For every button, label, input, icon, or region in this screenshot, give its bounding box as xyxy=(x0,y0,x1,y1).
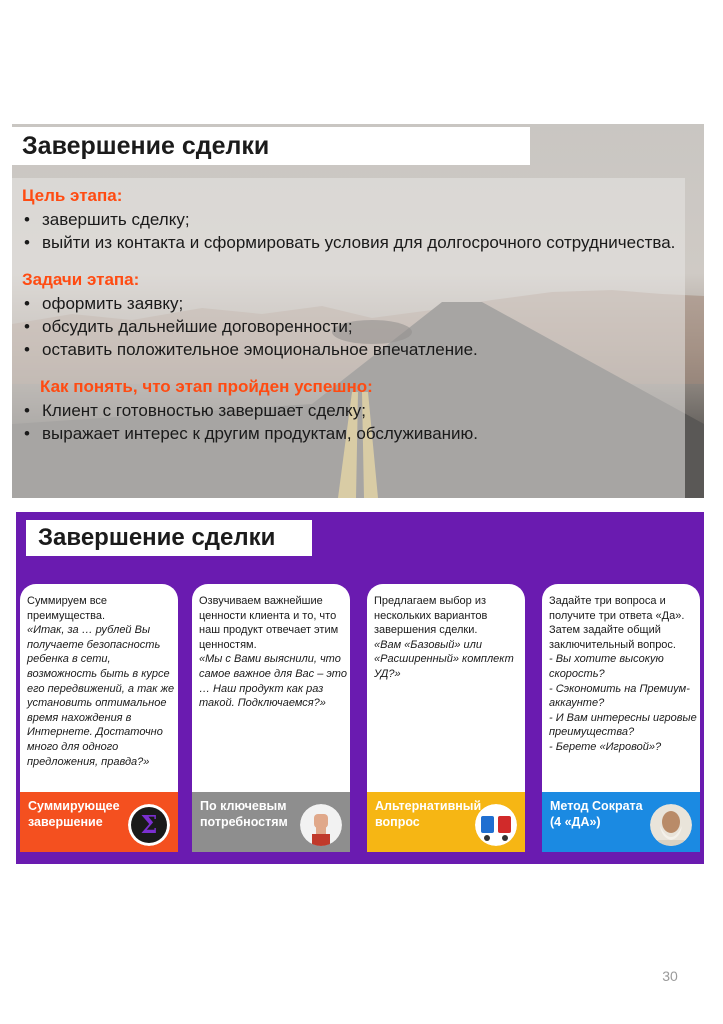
footer-line-1: Метод Сократа xyxy=(550,799,643,813)
footer-line-2: завершение xyxy=(28,815,103,829)
footer-line-2: (4 «ДА») xyxy=(550,815,601,829)
socrates-icon xyxy=(650,804,692,846)
slide-closing-deal-goals xyxy=(12,124,704,498)
tasks-list xyxy=(22,292,682,361)
task-item: • обсудить дальнейшие договоренности; xyxy=(22,315,682,338)
card-text: Суммируем все преимущества. xyxy=(27,595,108,622)
card-footer xyxy=(367,792,525,852)
success-item: • выражает интерес к другим продуктам, обслуживанию. xyxy=(22,422,682,445)
card-description xyxy=(199,594,347,711)
footer-line-1: Суммирующее xyxy=(28,799,120,813)
task-item: • оставить положительное эмоциональное впечатление. xyxy=(22,338,682,361)
goal-item: • выйти из контакта и сформировать условия для долгосрочного сотрудничества. xyxy=(22,231,682,254)
card-footer-label xyxy=(375,798,485,830)
footer-line-2: потребностям xyxy=(200,815,288,829)
goal-heading: Цель этапа: xyxy=(22,186,123,205)
card-text: Озвучиваем важнейшие ценности клиента и то, что наш продукт отвечает этим ценностям. xyxy=(199,595,339,651)
svg-text:Σ: Σ xyxy=(140,810,158,839)
technique-card-alternative xyxy=(367,584,525,852)
page-number: 30 xyxy=(662,968,678,984)
success-item: • Клиент с готовностью завершает сделку; xyxy=(22,399,682,422)
goal-list xyxy=(22,208,682,254)
card-quote: «Вам «Базовый» или «Расширенный» комплект УД?» xyxy=(374,638,514,680)
card-footer-label xyxy=(550,798,660,830)
success-heading: Как понять, что этап пройден успешно: xyxy=(40,377,373,396)
card-description xyxy=(374,594,522,682)
slide-content xyxy=(22,184,682,445)
card-text: Предлагаем выбор из нескольких вариантов завершения сделки. xyxy=(374,595,488,637)
card-quote: «Итак, за … рублей Вы получаете безопасность ребенка в сети, возможность быть в курсе его передвижений, а так же установить оптимальное время нахождения в Интернете. Достаточно много для одного предложения, правда?» xyxy=(27,624,175,768)
choice-icon xyxy=(475,804,517,846)
footer-line-1: По ключевым xyxy=(200,799,287,813)
tasks-heading: Задачи этапа: xyxy=(22,270,140,289)
footer-line-1: Альтернативный xyxy=(375,799,482,813)
success-list xyxy=(22,399,682,445)
slide-title: Завершение сделки xyxy=(26,520,312,556)
technique-card-summary xyxy=(20,584,178,852)
card-quote: «Мы с Вами выяснили, что самое важное для Вас – это … Наш продукт как раз такой. Подключаемся?» xyxy=(199,653,347,710)
task-item: • оформить заявку; xyxy=(22,292,682,315)
fist-icon xyxy=(300,804,342,846)
technique-card-socrates xyxy=(542,584,700,852)
card-footer xyxy=(542,792,700,852)
footer-line-2: вопрос xyxy=(375,815,420,829)
sigma-icon xyxy=(128,804,170,846)
goal-item: • завершить сделку; xyxy=(22,208,682,231)
card-text: Задайте три вопроса и получите три ответа «Да». Затем задайте общий заключительный вопрос. xyxy=(549,595,685,651)
technique-card-key-needs xyxy=(192,584,350,852)
card-footer-label xyxy=(200,798,310,830)
card-description xyxy=(549,594,697,755)
card-quote: - Вы хотите высокую скорость? - Сэкономить на Премиум-аккаунте? - И Вам интересны игровые преимущества? - Берете «Игровой»? xyxy=(549,653,697,753)
slide-closing-techniques xyxy=(16,512,704,864)
card-footer-label xyxy=(28,798,138,830)
card-footer xyxy=(20,792,178,852)
card-description xyxy=(27,594,175,769)
slide-title: Завершение сделки xyxy=(12,127,530,165)
card-footer xyxy=(192,792,350,852)
